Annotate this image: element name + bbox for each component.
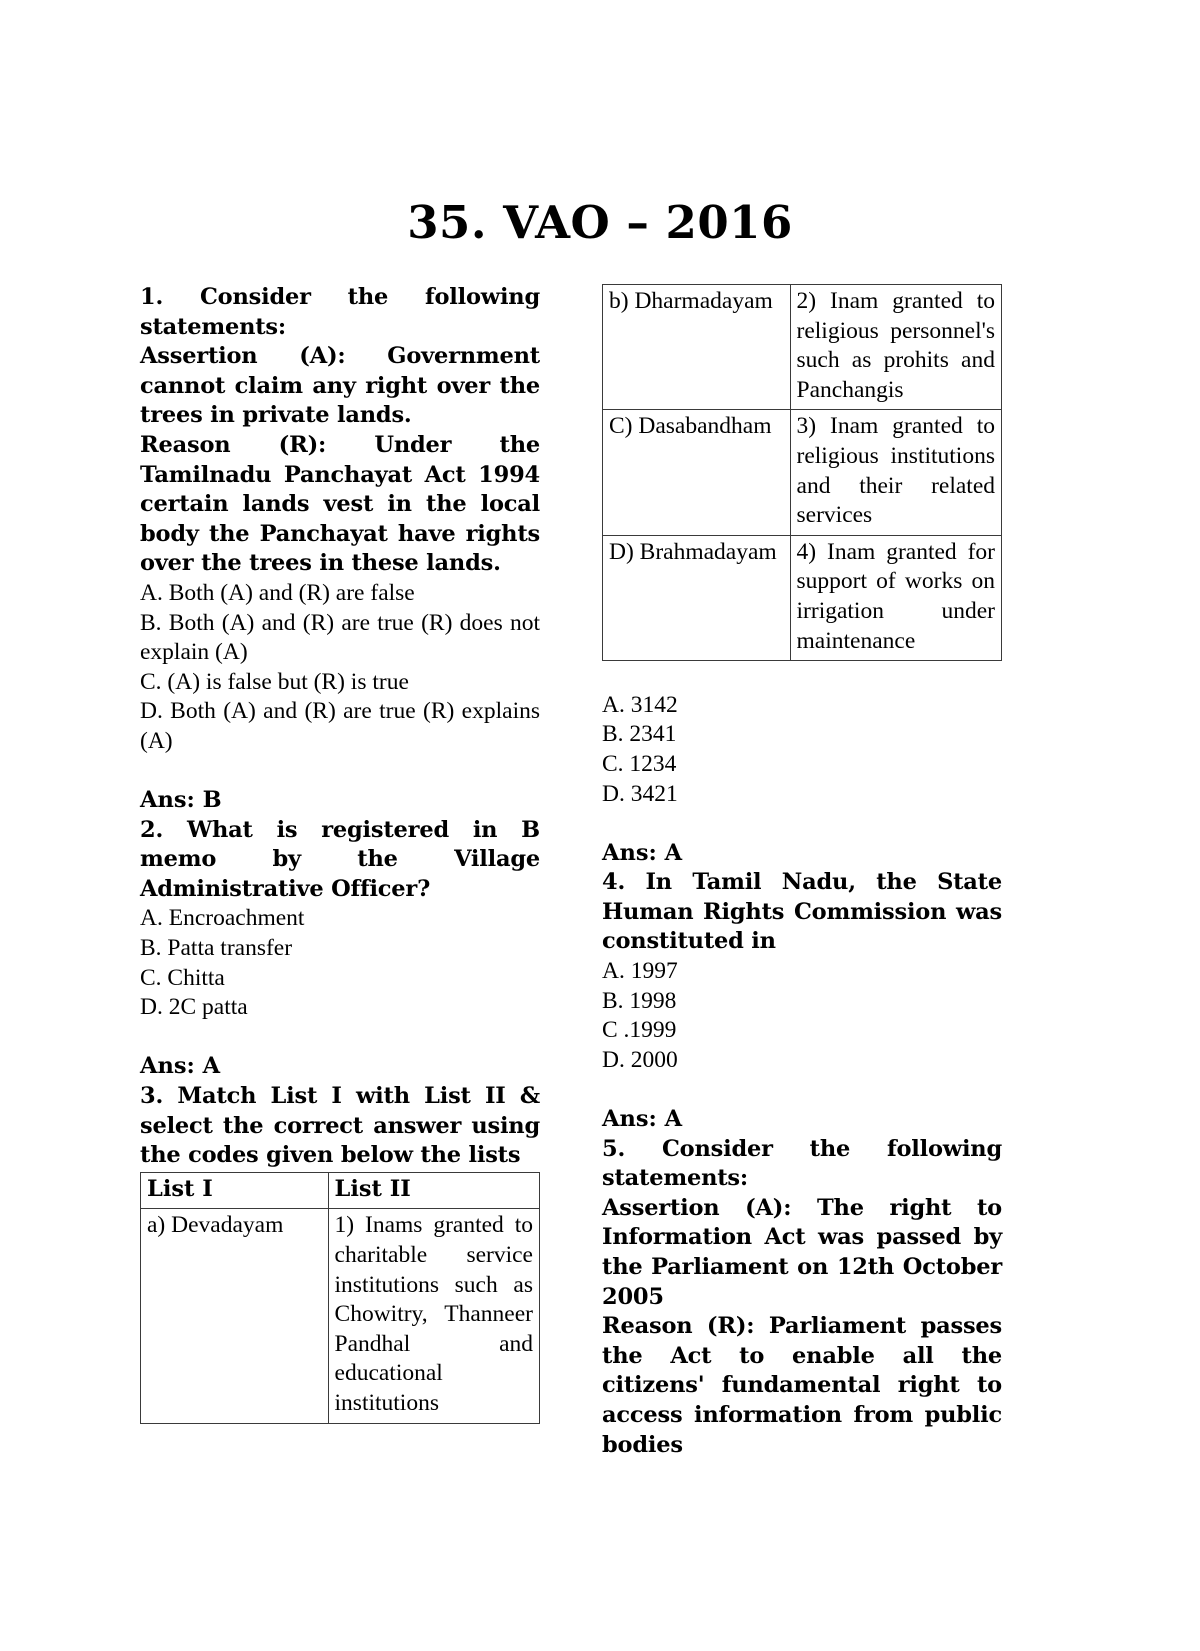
question-3-option-c[interactable]: C. 1234 bbox=[602, 750, 677, 777]
question-1-option-c[interactable]: C. (A) is false but (R) is true bbox=[140, 668, 409, 695]
question-2-answer: Ans: A bbox=[140, 1053, 221, 1080]
block-spacer bbox=[140, 757, 540, 787]
match-table-right bbox=[602, 284, 1002, 661]
question-4-block bbox=[602, 868, 1002, 1134]
block-spacer bbox=[140, 1023, 540, 1053]
table-header-list-1: List I bbox=[141, 1172, 329, 1209]
question-2-option-b[interactable]: B. Patta transfer bbox=[140, 935, 293, 962]
question-1-option-a[interactable]: A. Both (A) and (R) are false bbox=[140, 579, 415, 606]
question-3-stem: 3. Match List I with List II & select the correct answer using the codes given below the lists bbox=[140, 1083, 540, 1169]
table-header-row bbox=[141, 1172, 540, 1209]
table-cell-list1-b: b) Dharmadayam bbox=[603, 285, 791, 410]
question-5-block bbox=[602, 1135, 1002, 1461]
block-spacer bbox=[602, 809, 1002, 839]
question-5-stem-line-3: Reason (R): Parliament passes the Act to enable all the citizens' fundamental right to access information from public bodies bbox=[602, 1313, 1002, 1458]
left-column bbox=[140, 283, 540, 1460]
match-table-left-wrap bbox=[140, 1172, 540, 1424]
table-cell-list1-c: C) Dasabandham bbox=[603, 410, 791, 535]
two-column-body bbox=[0, 283, 1200, 1460]
question-3-answer: Ans: A bbox=[602, 839, 683, 866]
table-cell-list2-2: 2) Inam granted to religious personnel's such as prohits and Panchangis bbox=[790, 285, 1001, 410]
question-1-stem-line-1: 1. Consider the following statements: bbox=[140, 284, 540, 340]
page-title: 35. VAO – 2016 bbox=[407, 196, 793, 249]
question-5-stem-line-1: 5. Consider the following statements: bbox=[602, 1135, 1002, 1192]
question-3-block bbox=[140, 1082, 540, 1424]
match-table-left bbox=[140, 1172, 540, 1424]
question-4-option-c[interactable]: C .1999 bbox=[602, 1017, 677, 1044]
table-row bbox=[603, 535, 1002, 660]
question-1-option-b[interactable]: B. Both (A) and (R) are true (R) does not explain (A) bbox=[140, 609, 540, 666]
block-spacer bbox=[602, 1075, 1002, 1105]
question-3-option-b[interactable]: B. 2341 bbox=[602, 721, 677, 748]
table-cell-list1-d: D) Brahmadayam bbox=[603, 535, 791, 660]
question-4-option-d[interactable]: D. 2000 bbox=[602, 1046, 678, 1073]
table-row bbox=[603, 410, 1002, 535]
table-header-list-2: List II bbox=[328, 1172, 539, 1209]
right-column bbox=[602, 283, 1002, 1460]
question-1-answer: Ans: B bbox=[140, 787, 222, 814]
table-cell-list2-1: 1) Inams granted to charitable service institutions such as Chowitry, Thanneer Pandhal and educational institutions bbox=[328, 1209, 539, 1423]
table-row bbox=[141, 1209, 540, 1423]
question-2-stem: 2. What is registered in B memo by the Village Administrative Officer? bbox=[140, 816, 540, 902]
question-3-option-d[interactable]: D. 3421 bbox=[602, 780, 678, 807]
question-5-stem-line-2: Assertion (A): The right to Information Act was passed by the Parliament on 12th October 2005 bbox=[602, 1194, 1002, 1310]
table-cell-list2-4: 4) Inam granted for support of works on irrigation under maintenance bbox=[790, 535, 1001, 660]
table-cell-list1-a: a) Devadayam bbox=[141, 1209, 329, 1423]
block-spacer bbox=[602, 661, 1002, 691]
question-1-stem-line-3: Reason (R): Under the Tamilnadu Panchayat Act 1994 certain lands vest in the local body the Panchayat have rights over the trees in these lands. bbox=[140, 431, 540, 577]
question-4-stem: 4. In Tamil Nadu, the State Human Rights Commission was constituted in bbox=[602, 869, 1002, 955]
question-1-stem-line-2: Assertion (A): Government cannot claim any right over the trees in private lands. bbox=[140, 343, 540, 429]
question-4-answer: Ans: A bbox=[602, 1106, 683, 1133]
question-3-option-a[interactable]: A. 3142 bbox=[602, 691, 678, 718]
question-2-block bbox=[140, 816, 540, 1082]
question-2-option-d[interactable]: D. 2C patta bbox=[140, 994, 248, 1021]
table-row bbox=[603, 285, 1002, 410]
question-4-option-a[interactable]: A. 1997 bbox=[602, 958, 678, 985]
question-1-block bbox=[140, 283, 540, 816]
question-2-option-a[interactable]: A. Encroachment bbox=[140, 905, 305, 932]
table-cell-list2-3: 3) Inam granted to religious institutions and their related services bbox=[790, 410, 1001, 535]
question-4-option-b[interactable]: B. 1998 bbox=[602, 987, 677, 1014]
match-table-right-wrap bbox=[602, 284, 1002, 661]
question-1-option-d[interactable]: D. Both (A) and (R) are true (R) explains (A) bbox=[140, 698, 540, 754]
question-2-option-c[interactable]: C. Chitta bbox=[140, 964, 225, 991]
